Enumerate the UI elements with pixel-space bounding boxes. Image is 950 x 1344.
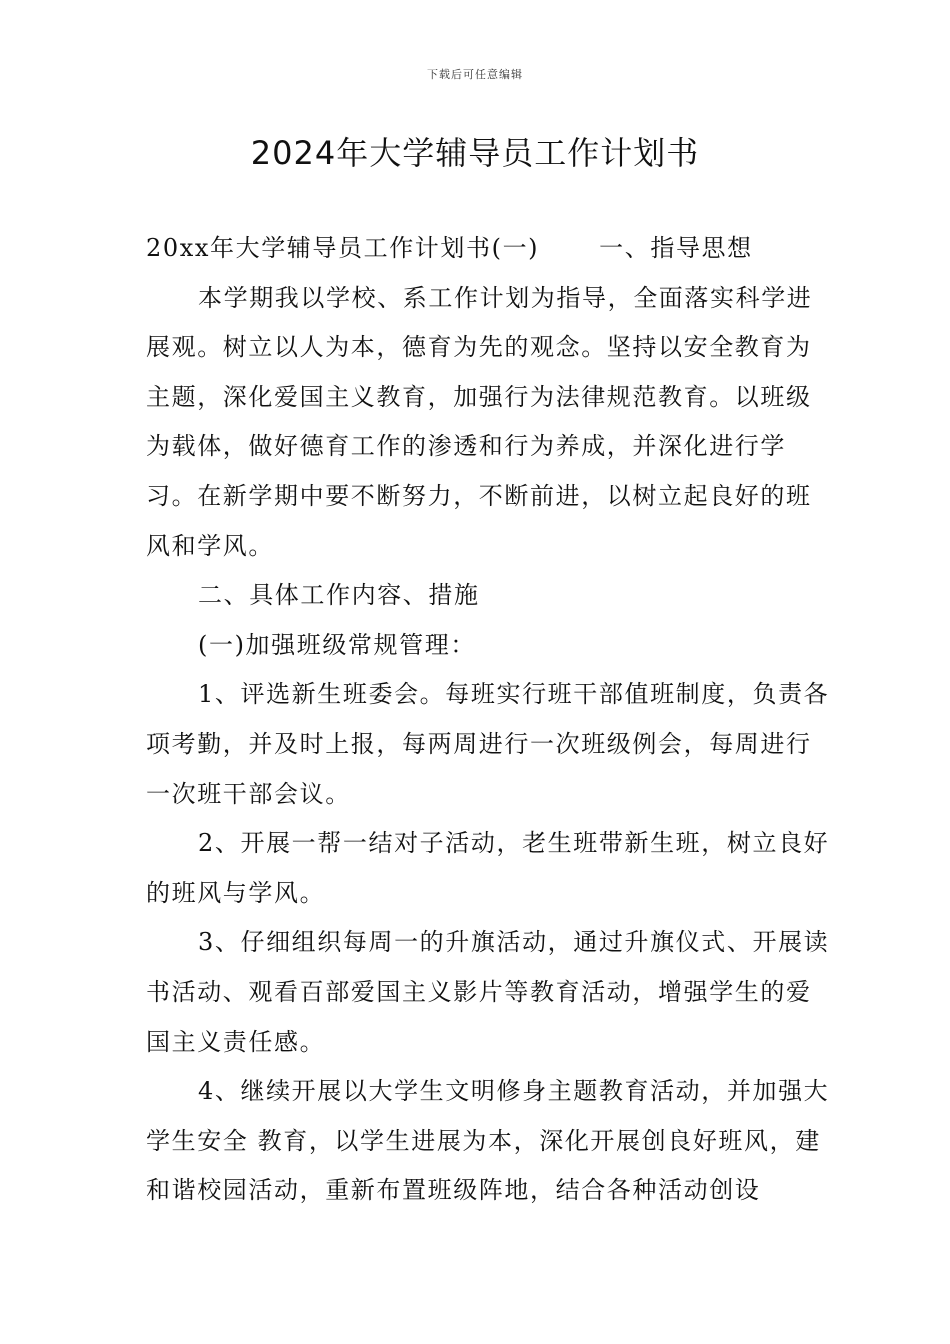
subtitle-line bbox=[146, 224, 836, 274]
subtitle-left: 20xx年大学辅导员工作计划书(一) bbox=[146, 234, 540, 262]
header-note: 下载后可任意编辑 bbox=[427, 68, 523, 81]
document-body bbox=[146, 224, 836, 1216]
section-heading-measures: 二、具体工作内容、措施 bbox=[198, 581, 480, 610]
paragraph-guiding-thought: 本学期我以学校、系工作计划为指导，全面落实科学进展观。树立以人为本，德育为先的观念。坚持以安全教育为主题，深化爱国主义教育，加强行为法律规范教育。以班级为载体，做好德育工作的渗透和行为养成，并深化进行学习。在新学期中要不断努力，不断前进，以树立起良好的班风和学风。 bbox=[146, 283, 813, 560]
paragraph-item-3: 3、仔细组织每周一的升旗活动，通过升旗仪式、开展读书活动、观看百部爱国主义影片等教育活动，增强学生的爱国主义责任感。 bbox=[146, 928, 830, 1056]
paragraph-item-1: 1、评选新生班委会。每班实行班干部值班制度，负责各项考勤，并及时上报，每两周进行一次班级例会，每周进行一次班干部会议。 bbox=[146, 680, 830, 808]
subtitle-right: 一、指导思想 bbox=[599, 234, 753, 262]
paragraph-item-4: 4、继续开展以大学生文明修身主题教育活动，并加强大学生安全 教育，以学生进展为本，深化开展创良好班风，建和谐校园活动，重新布置班级阵地，结合各种活动创设 bbox=[146, 1077, 830, 1205]
document-title: 2024年大学辅导员工作计划书 bbox=[250, 134, 700, 172]
subsection-heading-class-management: (一)加强班级常规管理： bbox=[198, 630, 476, 659]
paragraph-item-2: 2、开展一帮一结对子活动，老生班带新生班，树立良好的班风与学风。 bbox=[146, 829, 830, 907]
